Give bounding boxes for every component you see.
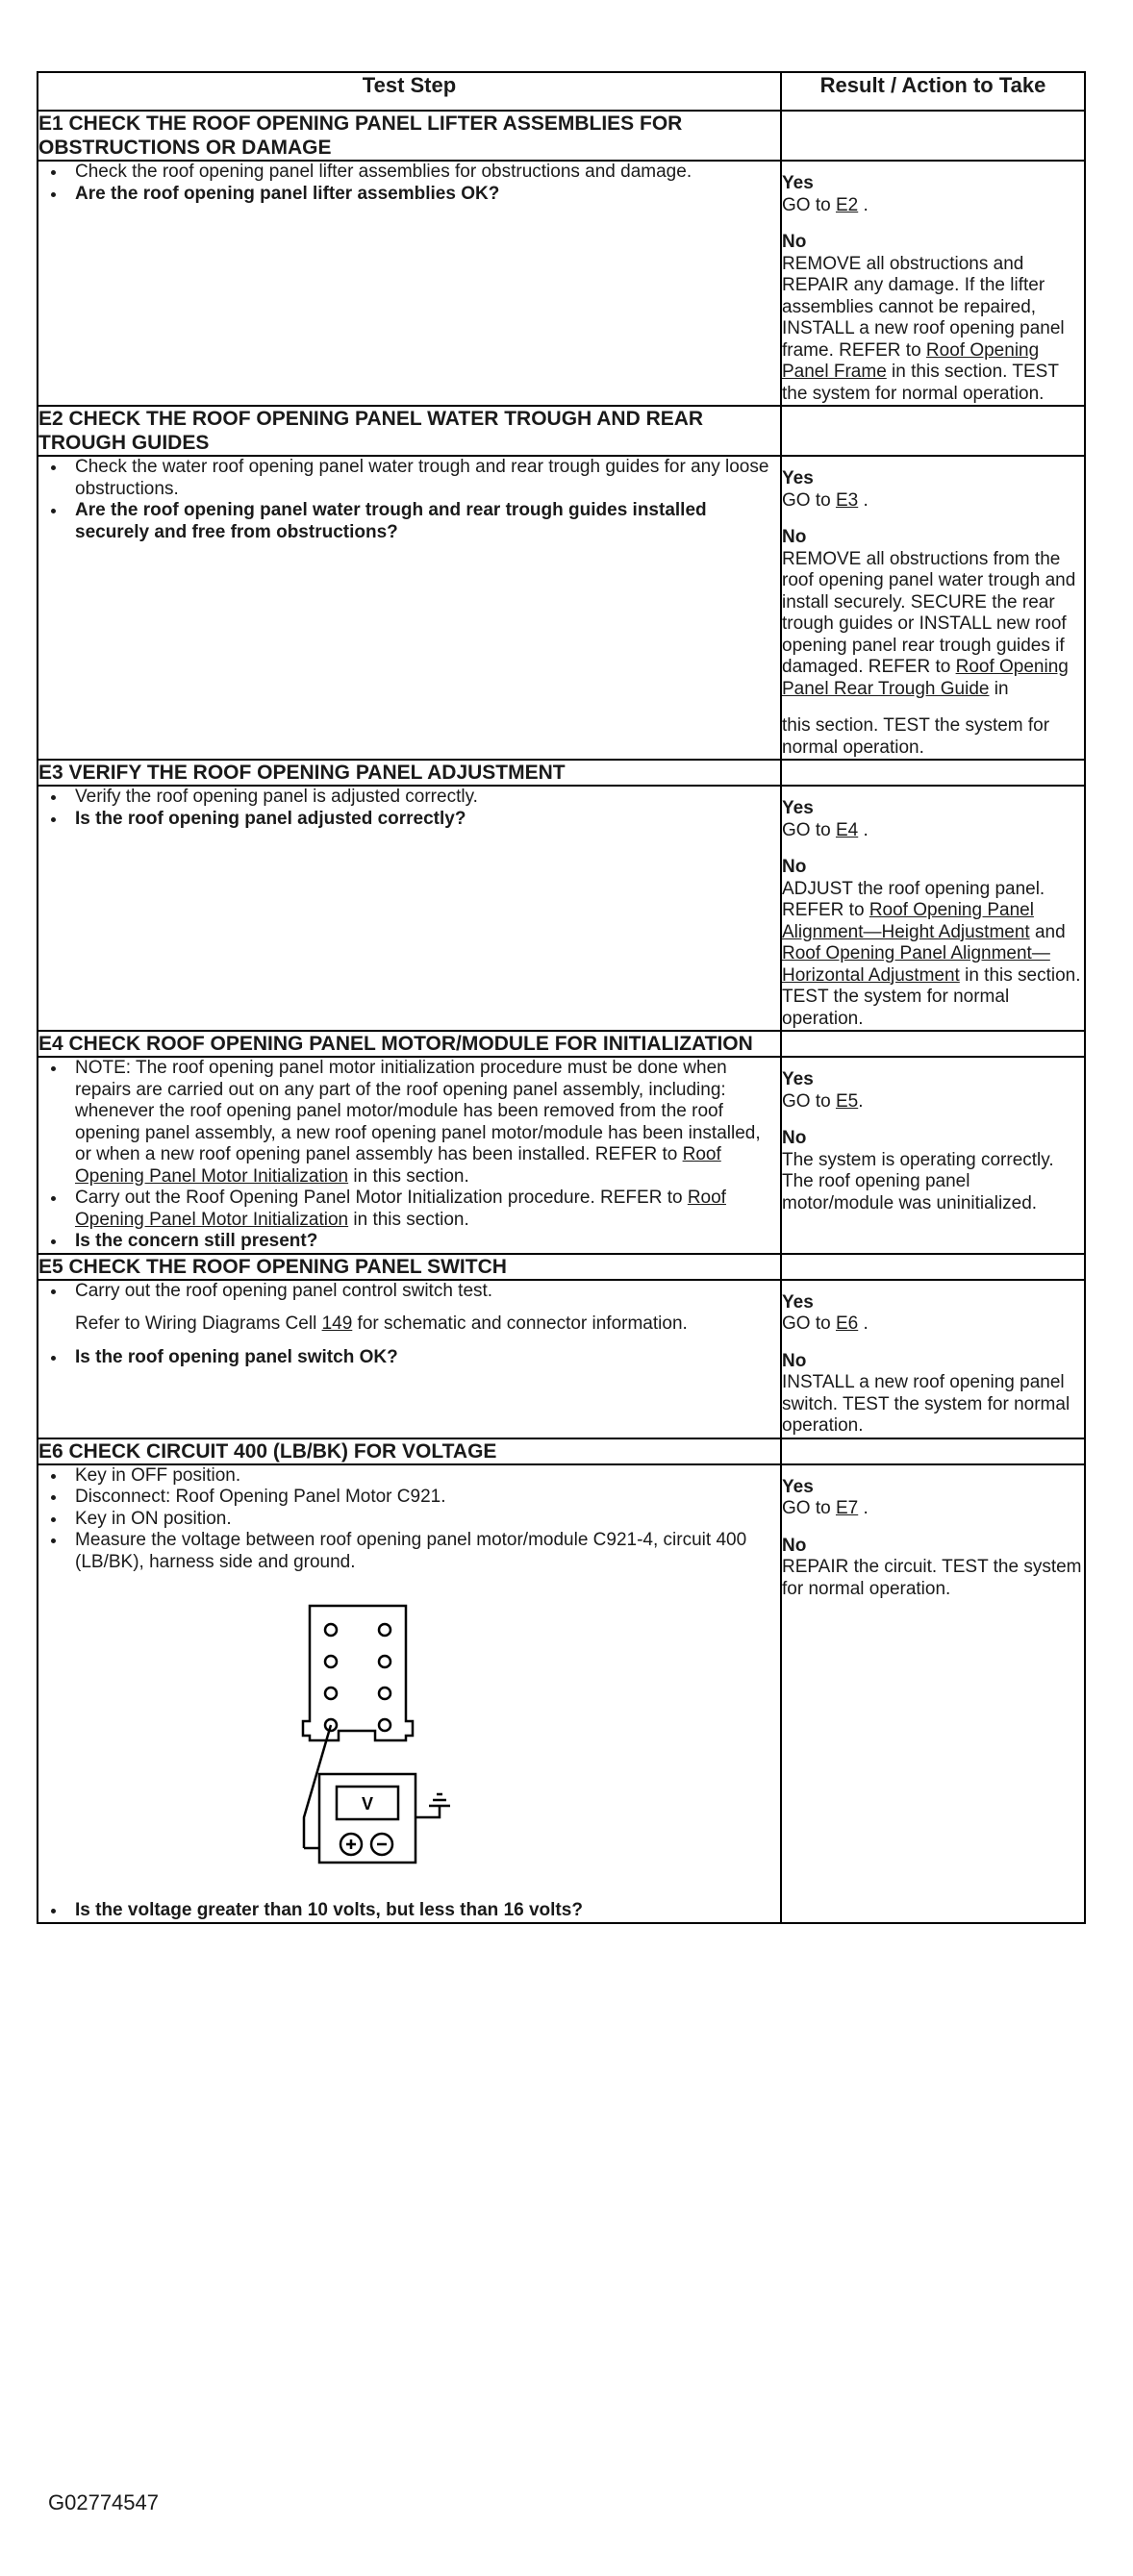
yes-after: . (858, 194, 869, 215)
action-list (38, 787, 780, 830)
yes-label: Yes (782, 1476, 814, 1497)
yes-label: Yes (782, 1069, 814, 1089)
goto-link-e4[interactable]: E4 (835, 819, 859, 840)
question-item: • Is the voltage greater than 10 volts, but less than 16 volts? (67, 1900, 780, 1922)
connector-pin (325, 1688, 337, 1699)
result-e5 (781, 1280, 1085, 1438)
action-item: • Check the roof opening panel lifter assemblies for obstructions and damage. (67, 162, 780, 184)
no-action: The system is operating correctly. The roof opening panel motor/module was uninitialized. (782, 1149, 1054, 1213)
reference-link[interactable]: Roof Opening Panel Frame (782, 339, 1040, 382)
action-item: • Verify the roof opening panel is adjusted correctly. (67, 787, 780, 809)
empty-cell (781, 111, 1085, 161)
yes-text: GO to (782, 194, 836, 215)
step-actions-e1 (38, 161, 781, 406)
reference-link[interactable]: Roof Opening Panel Rear Trough Guide (782, 657, 1069, 699)
question-item: • Are the roof opening panel water trough and rear trough guides installed securely and free from obstructions? (67, 500, 780, 543)
ground-wire (415, 1806, 440, 1817)
action-list (38, 1900, 780, 1922)
connector-pin (379, 1719, 390, 1731)
step-actions-e5 (38, 1280, 781, 1438)
yes-text: GO to (782, 489, 836, 511)
empty-cell (781, 760, 1085, 786)
reference-link[interactable]: Roof Opening Panel Motor Initialization (75, 1144, 721, 1187)
step-body-row (38, 1464, 1085, 1923)
step-body-row (38, 456, 1085, 760)
step-title-e3: E3 VERIFY THE ROOF OPENING PANEL ADJUSTMENT (38, 760, 781, 786)
connector-pin (379, 1656, 390, 1667)
action-list (38, 1058, 780, 1253)
diagnostic-table (37, 71, 1086, 1924)
goto-link-e3[interactable]: E3 (835, 489, 859, 511)
step-title-e2: E2 CHECK THE ROOF OPENING PANEL WATER TROUGH AND REAR TROUGH GUIDES (38, 406, 781, 456)
no-text: REMOVE all obstructions and REPAIR any damage. If the lifter assemblies cannot be repaired, INSTALL a new roof opening panel frame. REFER to (782, 253, 1065, 361)
yes-action (782, 1498, 1084, 1520)
yes-label: Yes (782, 1291, 814, 1313)
figure-code: G02774547 (48, 2490, 159, 2514)
step-title-row (38, 406, 1085, 456)
yes-action (782, 1313, 1084, 1336)
step-title-e4: E4 CHECK ROOF OPENING PANEL MOTOR/MODULE FOR INITIALIZATION (38, 1031, 781, 1057)
connector-pin (379, 1688, 390, 1699)
no-text: REMOVE all obstructions from the roof opening panel water trough and install securely. SECURE the rear trough guides or INSTALL new roof opening panel rear trough guides if damaged. REFER to (782, 548, 1076, 677)
yes-after: . (858, 1313, 869, 1334)
yes-after: . (858, 1090, 864, 1112)
step-title-row (38, 1031, 1085, 1057)
action-list (38, 1281, 780, 1303)
no-text-post: in this section. TEST the system for normal operation. (782, 362, 1059, 404)
ground-symbol (429, 1794, 450, 1806)
connector-pin (379, 1624, 390, 1636)
goto-link-e2[interactable]: E2 (835, 194, 859, 215)
no-text-mid: and (1029, 921, 1066, 942)
no-label: No (782, 527, 807, 547)
step-title-row (38, 1254, 1085, 1280)
action-list (38, 1465, 780, 1574)
question-item: • Are the roof opening panel lifter assemblies OK? (67, 184, 780, 206)
step-body-row (38, 1280, 1085, 1438)
connector-pin (325, 1624, 337, 1636)
action-list (38, 1347, 780, 1369)
step-title-row (38, 1438, 1085, 1464)
reference-link[interactable]: Roof Opening Panel Motor Initialization (75, 1188, 726, 1230)
yes-action (782, 490, 1084, 513)
column-header-result: Result / Action to Take (781, 72, 1085, 111)
yes-label: Yes (782, 798, 814, 818)
connector-voltmeter-illustration (262, 1596, 454, 1885)
yes-label: Yes (782, 173, 814, 193)
wiring-cell-link[interactable]: 149 (321, 1313, 353, 1334)
yes-text: GO to (782, 1313, 836, 1334)
column-header-test-step: Test Step (38, 72, 781, 111)
empty-cell (781, 1031, 1085, 1057)
connector-pin (325, 1656, 337, 1667)
question-item: • Is the concern still present? (67, 1231, 780, 1253)
action-text-post: in this section. (348, 1209, 469, 1230)
step-title-e1: E1 CHECK THE ROOF OPENING PANEL LIFTER ASSEMBLIES FOR OBSTRUCTIONS OR DAMAGE (38, 111, 781, 161)
step-title-row (38, 760, 1085, 786)
yes-action (782, 1091, 1084, 1113)
no-label: No (782, 1128, 807, 1148)
yes-after: . (858, 819, 869, 840)
note-text: NOTE: The roof opening panel motor initialization procedure must be done when repairs are carried out on any part of the roof opening panel assembly, including: whenever the roof opening panel motor/module has been removed from the roof opening panel assembly, a new roof opening panel motor/module has been installed, or when a new roof opening panel assembly has been installed. REFER to (75, 1058, 761, 1164)
action-item: • Carry out the roof opening panel control switch test. (67, 1281, 780, 1303)
table-header-row (38, 72, 1085, 111)
step-actions-e6 (38, 1464, 781, 1923)
yes-after: . (858, 1498, 869, 1518)
empty-cell (781, 406, 1085, 456)
yes-after: . (858, 489, 869, 511)
no-text: ADJUST the roof opening panel. REFER to (782, 878, 1045, 920)
step-actions-e3 (38, 786, 781, 1031)
no-action-continued: this section. TEST the system for normal operation. (782, 715, 1050, 758)
action-item (67, 1188, 780, 1231)
reference-link[interactable]: Roof Opening Panel Alignment—Height Adjustment (782, 900, 1034, 942)
no-action (782, 879, 1084, 1031)
action-item (67, 1058, 780, 1188)
reference-link[interactable]: Roof Opening Panel Alignment—Horizontal Adjustment (782, 943, 1050, 986)
wiring-reference (75, 1313, 780, 1336)
no-action (782, 549, 1084, 701)
action-item: • Measure the voltage between roof opening panel motor/module C921-4, circuit 400 (LB/BK), harness side and ground. (67, 1530, 780, 1573)
meter-v-label: V (361, 1794, 374, 1813)
result-e4 (781, 1057, 1085, 1254)
action-item: • Key in ON position. (67, 1509, 780, 1531)
yes-text: GO to (782, 1090, 836, 1112)
yes-action (782, 195, 1084, 217)
no-action: INSTALL a new roof opening panel switch. TEST the system for normal operation. (782, 1372, 1070, 1436)
yes-label: Yes (782, 468, 814, 488)
no-action: REPAIR the circuit. TEST the system for normal operation. (782, 1557, 1082, 1599)
note-text-post: in this section. (348, 1165, 469, 1187)
step-body-row (38, 786, 1085, 1031)
empty-cell (781, 1254, 1085, 1280)
yes-text: GO to (782, 1498, 836, 1518)
result-e3 (781, 786, 1085, 1031)
action-item: • Check the water roof opening panel water trough and rear trough guides for any loose obstructions. (67, 457, 780, 500)
reference-text: Refer to Wiring Diagrams Cell (75, 1313, 322, 1334)
step-title-e6: E6 CHECK CIRCUIT 400 (LB/BK) FOR VOLTAGE (38, 1438, 781, 1464)
no-text-post: in (989, 678, 1009, 699)
empty-cell (781, 1438, 1085, 1464)
step-actions-e2 (38, 456, 781, 760)
question-item: • Is the roof opening panel adjusted correctly? (67, 809, 780, 831)
reference-text-post: for schematic and connector information. (352, 1313, 688, 1334)
result-e6 (781, 1464, 1085, 1923)
goto-link-e7[interactable]: E7 (835, 1498, 859, 1518)
result-e1 (781, 161, 1085, 406)
no-label: No (782, 857, 807, 877)
yes-text: GO to (782, 819, 836, 840)
yes-action (782, 820, 1084, 842)
step-title-e5: E5 CHECK THE ROOF OPENING PANEL SWITCH (38, 1254, 781, 1280)
action-item: • Key in OFF position. (67, 1465, 780, 1488)
action-list (38, 457, 780, 543)
question-item: • Is the roof opening panel switch OK? (67, 1347, 780, 1369)
action-item: • Disconnect: Roof Opening Panel Motor C921. (67, 1487, 780, 1509)
step-actions-e4 (38, 1057, 781, 1254)
goto-link-e5[interactable]: E5 (835, 1090, 859, 1112)
result-e2 (781, 456, 1085, 760)
goto-link-e6[interactable]: E6 (835, 1313, 859, 1334)
step-body-row (38, 1057, 1085, 1254)
no-action (782, 254, 1084, 406)
no-label: No (782, 1350, 807, 1371)
no-text-post: in this section. TEST the system for normal operation. (782, 964, 1081, 1029)
step-body-row (38, 161, 1085, 406)
no-label: No (782, 232, 807, 252)
no-label: No (782, 1535, 807, 1556)
connector-outline (303, 1606, 413, 1740)
voltmeter-connector-diagram (262, 1596, 454, 1885)
plus-sign (346, 1839, 356, 1849)
step-title-row (38, 111, 1085, 161)
probe-lead (304, 1725, 331, 1848)
action-list (38, 162, 780, 205)
action-text: Carry out the Roof Opening Panel Motor Initialization procedure. REFER to (75, 1188, 688, 1208)
